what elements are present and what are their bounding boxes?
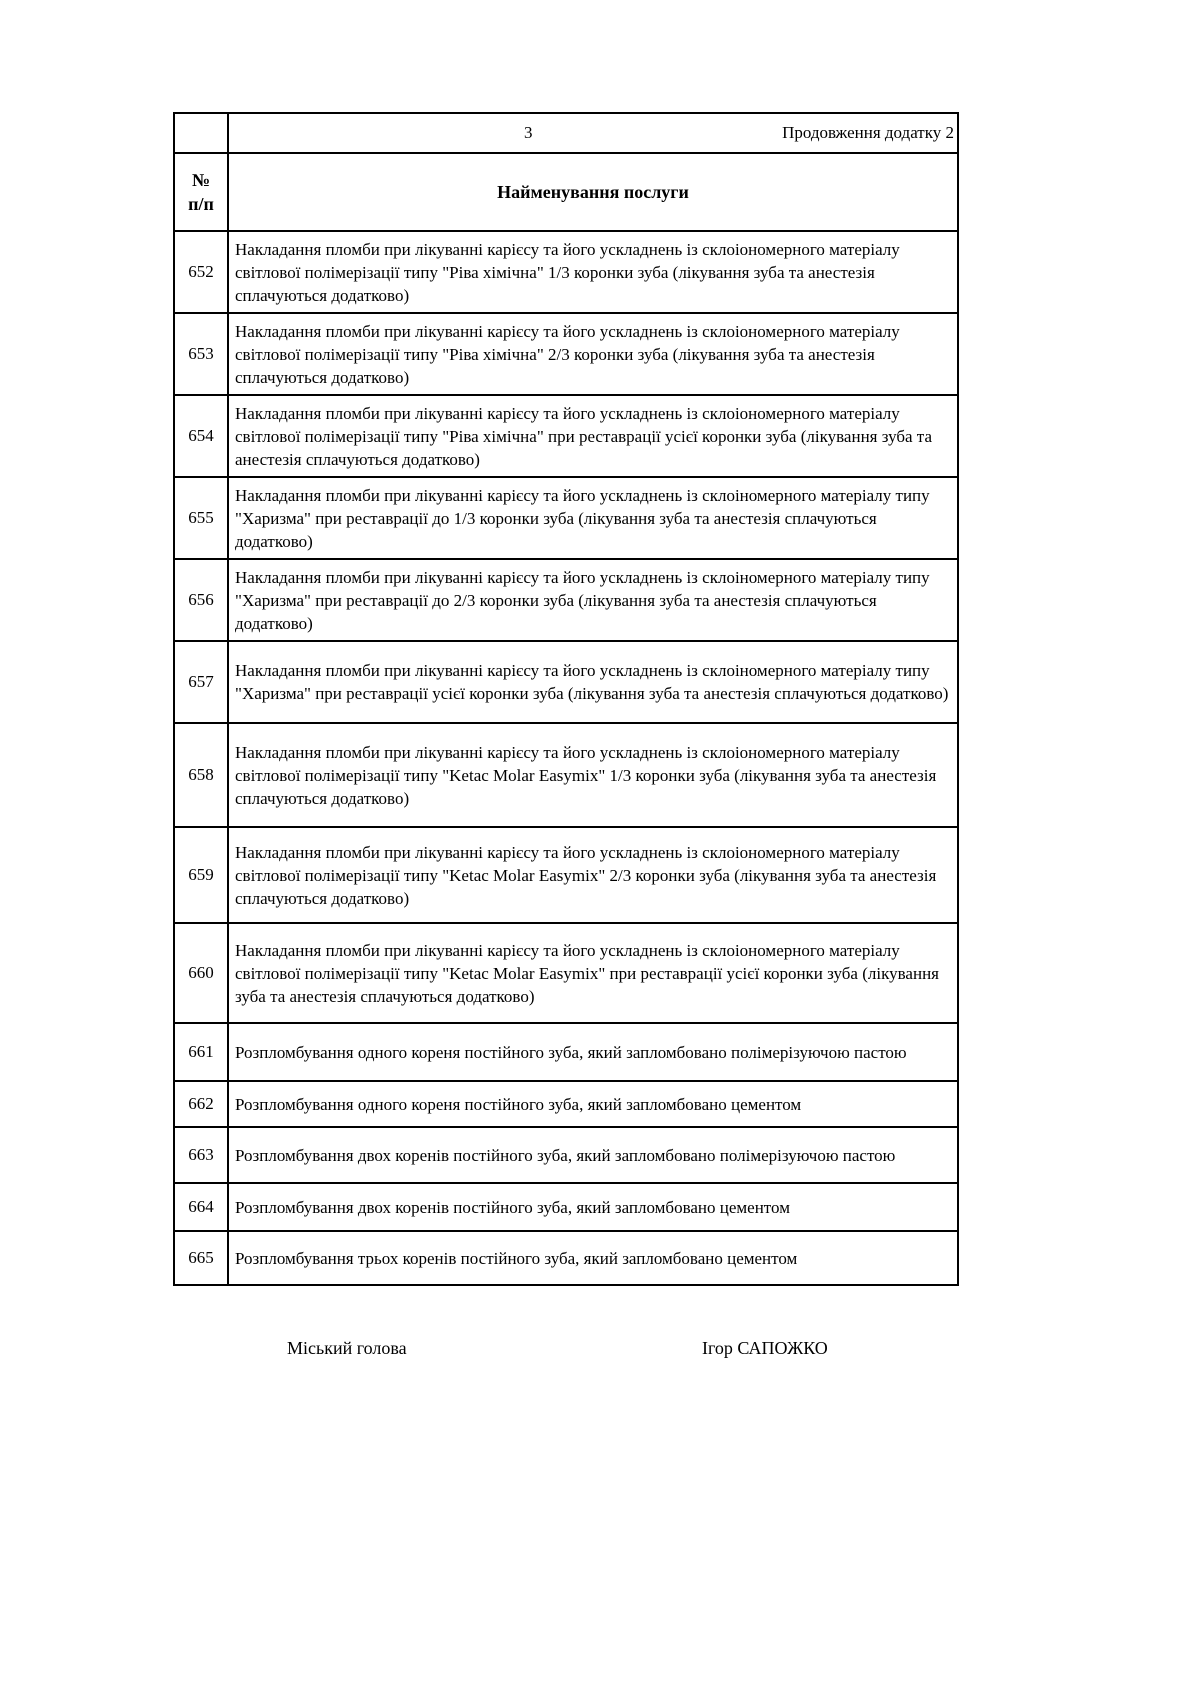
- service-column-header: Найменування послуги: [228, 153, 958, 231]
- service-name-cell: Накладання пломби при лікуванні карієсу та його ускладнень із склоіономерного матеріалу світлової полімерізації типу "Ріва хімічна" при реставрації усієї коронки зуба (лікування зуба та анестезія сплачуються додатково): [228, 395, 958, 477]
- services-table: [173, 112, 959, 1286]
- row-number-cell: 655: [174, 477, 228, 559]
- row-number-cell: 665: [174, 1231, 228, 1285]
- row-number-cell: 662: [174, 1081, 228, 1127]
- table-row: [174, 313, 958, 395]
- column-header-row: [174, 153, 958, 231]
- service-name-cell: Накладання пломби при лікуванні карієсу та його ускладнень із склоіономерного матеріалу світлової полімерізації типу "Ketac Molar Easymix" 1/3 коронки зуба (лікування зуба та анестезія сплачуються додатково): [228, 723, 958, 827]
- service-name-cell: Накладання пломби при лікуванні карієсу та його ускладнень із склоіономерного матеріалу світлової полімерізації типу "Ketac Molar Easymix" 2/3 коронки зуба (лікування зуба та анестезія сплачуються додатково): [228, 827, 958, 923]
- row-number-cell: 653: [174, 313, 228, 395]
- service-name-cell: Накладання пломби при лікуванні карієсу та його ускладнень із склоіномерного матеріалу типу "Харизма" при реставрації до 1/3 коронки зуба (лікування зуба та анестезія сплачуються додатково): [228, 477, 958, 559]
- table-row: [174, 641, 958, 723]
- num-column-header: [174, 153, 228, 231]
- page-header-row: [174, 113, 958, 153]
- page-header-empty-cell: [174, 113, 228, 153]
- table-row: [174, 1127, 958, 1183]
- table-row: [174, 1183, 958, 1231]
- row-number-cell: 660: [174, 923, 228, 1023]
- table-row: [174, 477, 958, 559]
- service-name-cell: Розпломбування одного кореня постійного зуба, який запломбовано цементом: [228, 1081, 958, 1127]
- service-name-cell: Накладання пломби при лікуванні карієсу та його ускладнень із склоіономерного матеріалу світлової полімерізації типу "Ріва хімічна" 1/3 коронки зуба (лікування зуба та анестезія сплачуються додатково): [228, 231, 958, 313]
- service-name-cell: Накладання пломби при лікуванні карієсу та його ускладнень із склоіономерного матеріалу світлової полімерізації типу "Ріва хімічна" 2/3 коронки зуба (лікування зуба та анестезія сплачуються додатково): [228, 313, 958, 395]
- row-number-cell: 658: [174, 723, 228, 827]
- service-name-cell: Накладання пломби при лікуванні карієсу та його ускладнень із склоіномерного матеріалу типу "Харизма" при реставрації до 2/3 коронки зуба (лікування зуба та анестезія сплачуються додатково): [228, 559, 958, 641]
- signature-title: Міський голова: [287, 1338, 407, 1358]
- row-number-cell: 663: [174, 1127, 228, 1183]
- row-number-cell: 661: [174, 1023, 228, 1081]
- table-row: [174, 923, 958, 1023]
- service-name-cell: Розпломбування одного кореня постійного зуба, який запломбовано полімерізуючою пастою: [228, 1023, 958, 1081]
- service-name-cell: Розпломбування трьох коренів постійного зуба, який запломбовано цементом: [228, 1231, 958, 1285]
- table-row: [174, 1081, 958, 1127]
- page-number: 3: [524, 123, 533, 142]
- row-number-cell: 652: [174, 231, 228, 313]
- continuation-note: Продовження додатку 2: [782, 123, 954, 142]
- table-row: [174, 1023, 958, 1081]
- row-number-cell: 656: [174, 559, 228, 641]
- row-number-cell: 657: [174, 641, 228, 723]
- table-row: [174, 827, 958, 923]
- row-number-cell: 659: [174, 827, 228, 923]
- table-row: [174, 1231, 958, 1285]
- service-name-cell: Розпломбування двох коренів постійного зуба, який запломбовано полімерізуючою пастою: [228, 1127, 958, 1183]
- service-name-cell: Накладання пломби при лікуванні карієсу та його ускладнень із склоіномерного матеріалу типу "Харизма" при реставрації усієї коронки зуба (лікування зуба та анестезія сплачуються додатково): [228, 641, 958, 723]
- table-row: [174, 231, 958, 313]
- service-name-cell: Накладання пломби при лікуванні карієсу та його ускладнень із склоіономерного матеріалу світлової полімерізації типу "Ketac Molar Easymix" при реставрації усієї коронки зуба (лікування зуба та анестезія сплачуються додатково): [228, 923, 958, 1023]
- signature-name: Ігор САПОЖКО: [702, 1338, 828, 1358]
- table-row: [174, 559, 958, 641]
- num-header-line2: п/п: [188, 194, 214, 214]
- table-row: [174, 723, 958, 827]
- row-number-cell: 654: [174, 395, 228, 477]
- page-header-cell: [228, 113, 958, 153]
- table-row: [174, 395, 958, 477]
- service-name-cell: Розпломбування двох коренів постійного зуба, який запломбовано цементом: [228, 1183, 958, 1231]
- num-header-line1: №: [191, 170, 211, 190]
- row-number-cell: 664: [174, 1183, 228, 1231]
